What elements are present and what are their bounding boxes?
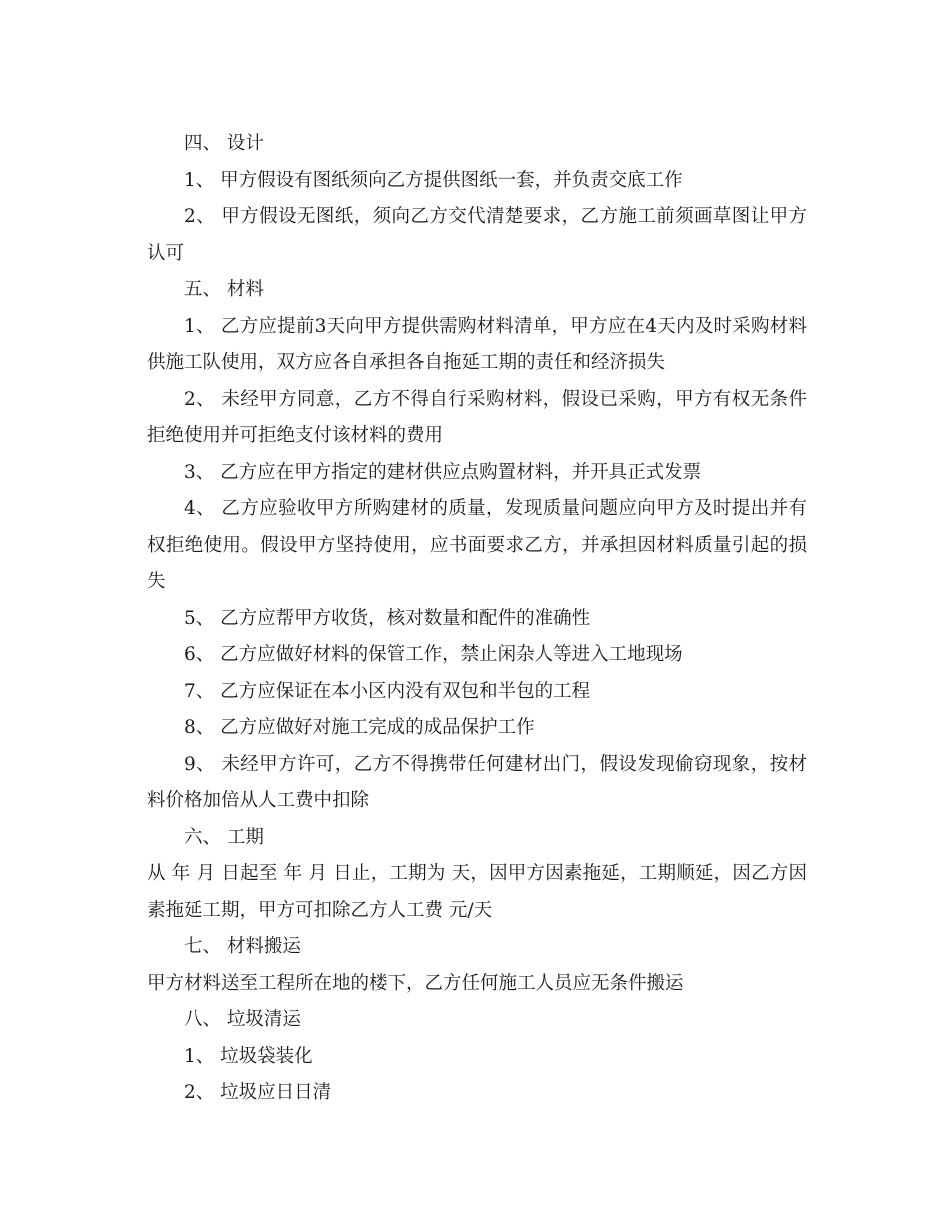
paragraph: 3、 乙方应在甲方指定的建材供应点购置材料，并开具正式发票 <box>184 461 702 483</box>
paragraph: 8、 乙方应做好对施工完成的成品保护工作 <box>184 717 535 738</box>
paragraph: 4、 乙方应验收甲方所购建材的质量，发现质量问题应向甲方及时提出并有权拒绝使用。假设甲方坚持使用，应书面要求乙方，并承担因材料质量引起的损失 <box>147 498 807 592</box>
document-body <box>147 126 807 1112</box>
paragraph: 7、 乙方应保证在本小区内没有双包和半包的工程 <box>184 680 591 702</box>
paragraph: 1、 甲方假设有图纸须向乙方提供图纸一套，并负责交底工作 <box>184 169 683 191</box>
paragraph: 五、 材料 <box>184 279 264 300</box>
paragraph: 9、 未经甲方许可，乙方不得携带任何建材出门，假设发现偷窃现象，按材料价格加倍从人工费中扣除 <box>147 753 807 811</box>
paragraph: 六、 工期 <box>184 826 264 848</box>
paragraph: 四、 设计 <box>184 133 264 154</box>
paragraph: 七、 材料搬运 <box>184 936 301 957</box>
paragraph: 1、 垃圾袋装化 <box>184 1045 313 1067</box>
paragraph: 5、 乙方应帮甲方收货，核对数量和配件的准确性 <box>184 607 591 629</box>
paragraph: 1、 乙方应提前3天向甲方提供需购材料清单，甲方应在4天内及时采购材料供施工队使用，双方应各自承担各自拖延工期的责任和经济损失 <box>147 315 807 373</box>
paragraph: 从 年 月 日起至 年 月 日止，工期为 天，因甲方因素拖延，工期顺延，因乙方因素拖延工期，甲方可扣除乙方人工费 元/天 <box>147 863 807 921</box>
paragraph: 2、 甲方假设无图纸，须向乙方交代清楚要求，乙方施工前须画草图让甲方认可 <box>147 206 807 264</box>
paragraph: 2、 垃圾应日日清 <box>184 1082 332 1103</box>
paragraph: 2、 未经甲方同意，乙方不得自行采购材料，假设已采购，甲方有权无条件拒绝使用并可拒绝支付该材料的费用 <box>147 388 807 446</box>
paragraph: 6、 乙方应做好材料的保管工作，禁止闲杂人等进入工地现场 <box>184 644 683 665</box>
paragraph: 甲方材料送至工程所在地的楼下，乙方任何施工人员应无条件搬运 <box>147 972 684 994</box>
paragraph: 八、 垃圾清运 <box>184 1009 301 1030</box>
